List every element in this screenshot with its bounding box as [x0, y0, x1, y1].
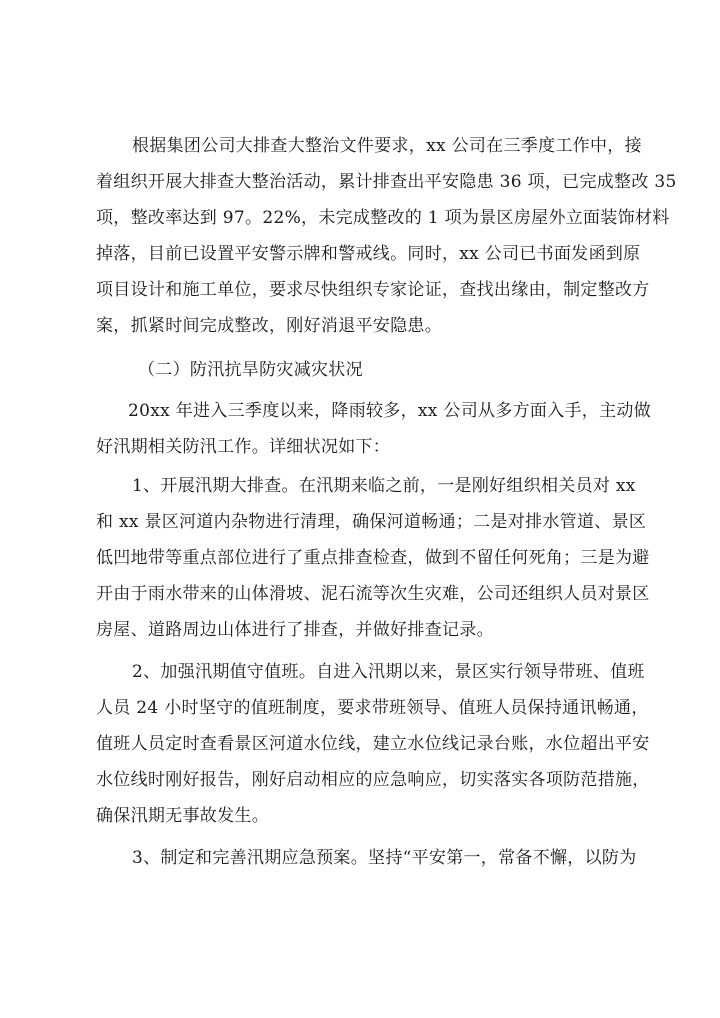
text-line: 低凹地带等重点部位进行了重点排查检查，做到不留任何死角；三是为避	[96, 548, 650, 568]
text-line: 3、制定和完善汛期应急预案。坚持“平安第一，常备不懈，以防为	[132, 848, 637, 868]
text-line: 项目设计和施工单位，要求尽快组织专家论证，查找出缘由，制定整改方	[96, 280, 650, 300]
text-line: 水位线时刚好报告，刚好启动相应的应急响应，切实落实各项防范措施，	[96, 770, 650, 790]
text-line: 掉落，目前已设置平安警示牌和警戒线。同时，xx 公司已书面发函到原	[96, 244, 641, 264]
text-line: 值班人员定时查看景区河道水位线，建立水位线记录台账，水位超出平安	[96, 734, 650, 754]
text-line: 开由于雨水带来的山体滑坡、泥石流等次生灾难，公司还组织人员对景区	[96, 584, 650, 604]
paragraph-duty-shift	[96, 654, 650, 834]
paragraph-flood-intro	[96, 393, 651, 465]
text-line: 房屋、道路周边山体进行了排查，并做好排查记录。	[96, 620, 494, 640]
text-line: 人员 24 小时坚守的值班制度，要求带班领导、值班人员保持通讯畅通，	[96, 698, 649, 718]
text-line: 20xx 年进入三季度以来，降雨较多，xx 公司从多方面入手，主动做	[128, 401, 651, 421]
text-line: 好汛期相关防汛工作。详细状况如下：	[96, 437, 391, 457]
paragraph-emergency-plan	[126, 840, 637, 876]
paragraph-safety-inspection	[96, 128, 677, 344]
text-line: 和 xx 景区河道内杂物进行清理，确保河道畅通；二是对排水管道、景区	[96, 512, 647, 532]
text-line: 案，抓紧时间完成整改，刚好消退平安隐患。	[96, 316, 442, 336]
text-line: 确保汛期无事故发生。	[96, 806, 269, 826]
paragraph-flood-inspection	[96, 468, 650, 648]
text-line: 1、开展汛期大排查。在汛期来临之前，一是刚好组织相关员对 xx	[132, 476, 636, 496]
section-heading	[130, 352, 610, 388]
text-line: 项，整改率达到 97。22%，未完成整改的 1 项为景区房屋外立面装饰材料	[96, 208, 670, 228]
text-line: 2、加强汛期值守值班。自进入汛期以来，景区实行领导带班、值班	[132, 662, 645, 682]
heading-text: （二）防汛抗旱防灾减灾状况	[138, 360, 363, 380]
text-line: 根据集团公司大排查大整治文件要求，xx 公司在三季度工作中，接	[132, 136, 642, 156]
text-line: 着组织开展大排查大整治活动，累计排查出平安隐患 36 项，已完成整改 35	[96, 172, 677, 192]
